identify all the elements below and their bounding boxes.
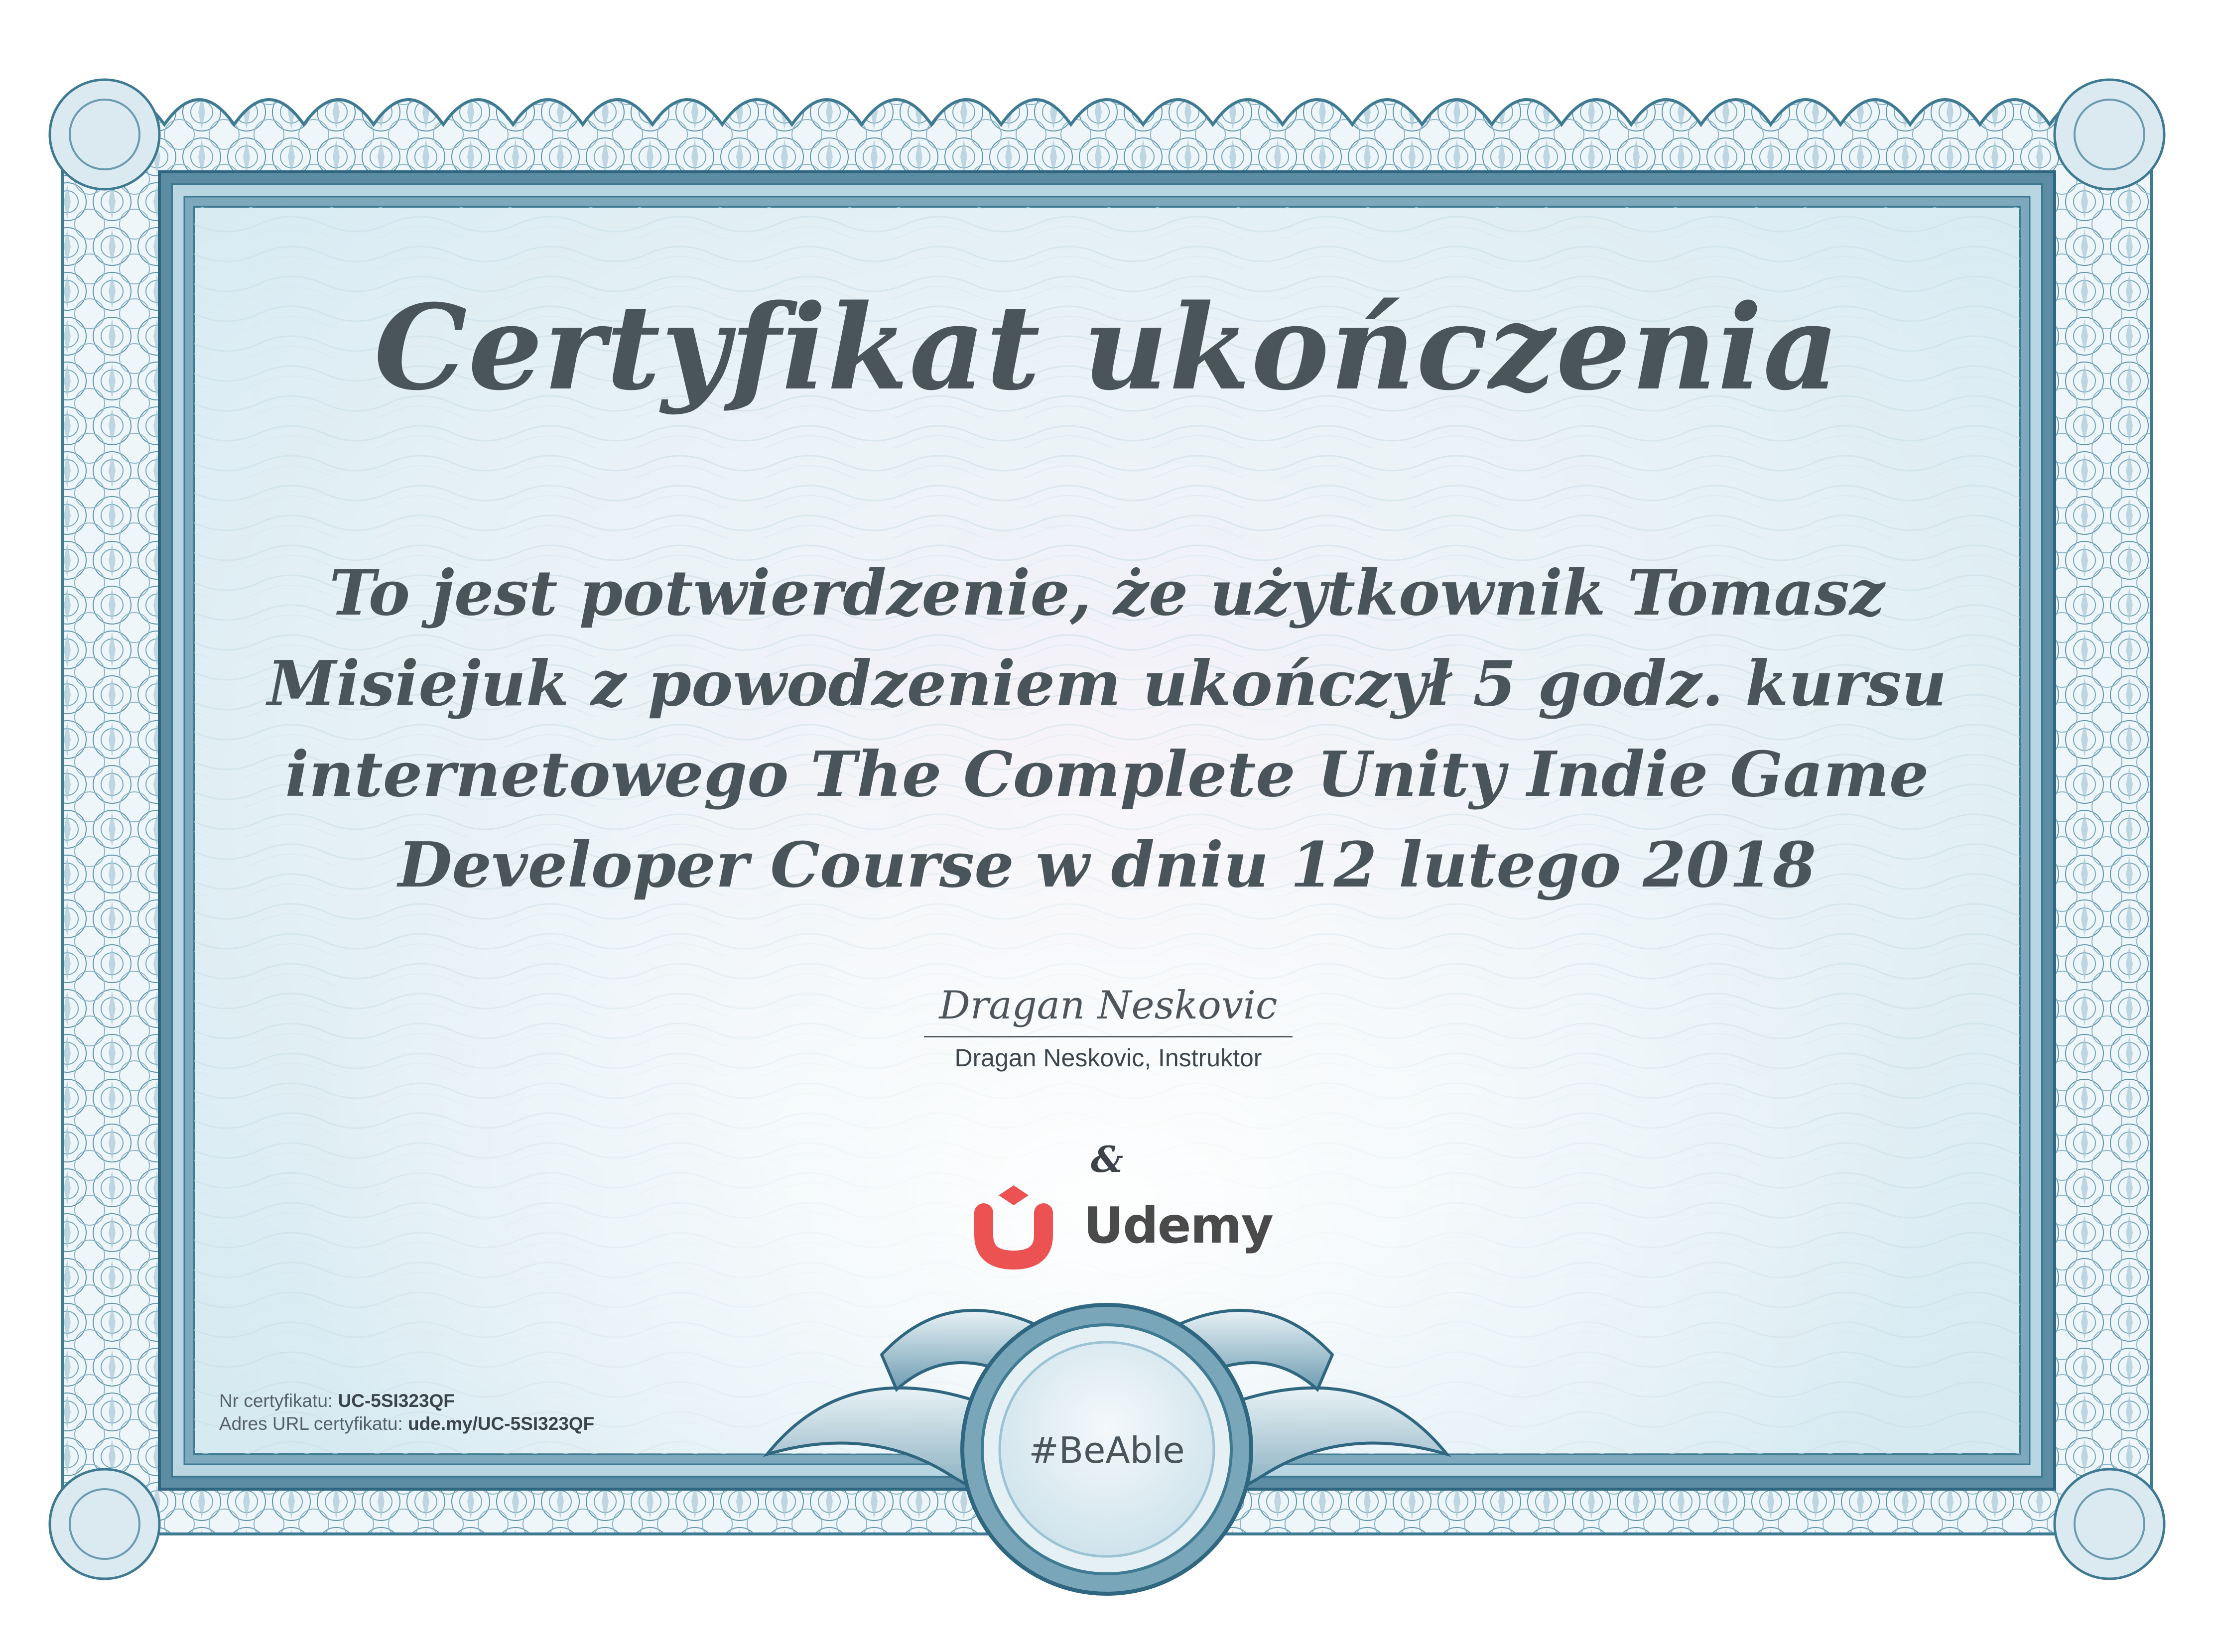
cert-url-row [219, 1412, 594, 1435]
udemy-logo-icon [964, 1185, 1073, 1270]
cert-number-label: Nr certyfikatu: [219, 1391, 333, 1411]
cert-url-label: Adres URL certyfikatu: [219, 1413, 403, 1434]
instructor-signature-block [919, 976, 1298, 1072]
signature-caption: Dragan Neskovic, Instruktor [954, 1044, 1262, 1072]
signature-line [924, 1036, 1293, 1037]
certificate-title: Certyfikat ukończenia [374, 279, 1840, 416]
certificate-info [219, 1390, 594, 1435]
cert-number: UC-5SI323QF [338, 1391, 455, 1411]
signature-script: Dragan Neskovic [939, 983, 1278, 1028]
certificate-statement: To jest potwierdzenie, że użytkownik Tomasz Misiejuk z powodzeniem ukończył 5 godz. kursu internetowego The Complete Unity Indie Game Developer Course w dniu 12 lutego 2018 [267, 557, 1947, 901]
ampersand: & [1090, 1138, 1123, 1180]
udemy-wordmark: Udemy [1083, 1196, 1273, 1255]
beable-badge-text: #BeAble [1029, 1429, 1185, 1471]
cert-url-link[interactable]: ude.my/UC-5SI323QF [408, 1413, 595, 1434]
udemy-logo [964, 1185, 1273, 1270]
cert-number-row [219, 1390, 594, 1412]
signature-graphic [924, 976, 1293, 1036]
